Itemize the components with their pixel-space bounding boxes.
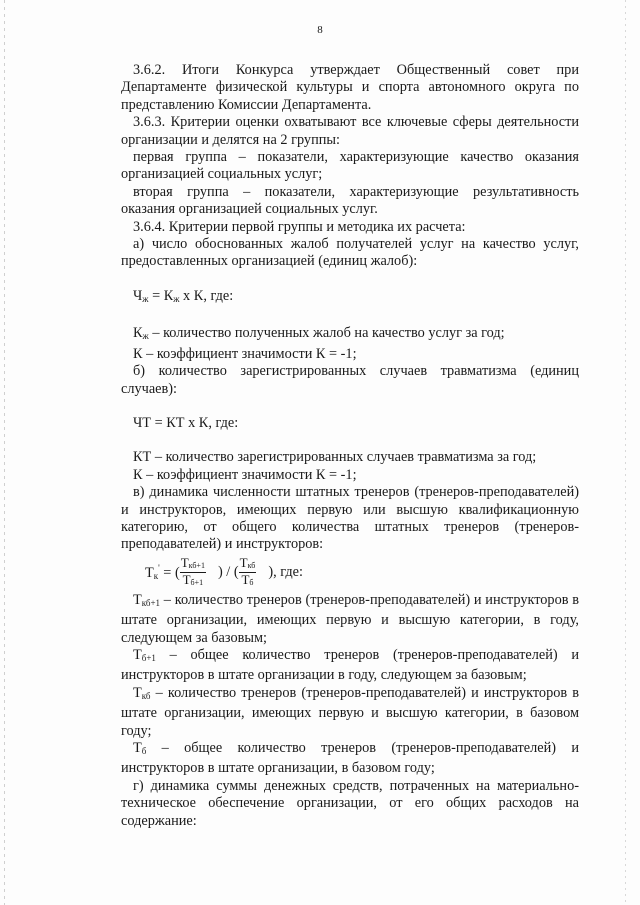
formula-complaints: $Ч_ж = К_ж$ х К, где: [133, 287, 234, 304]
formula-trainers-dynamics: $Т_к'$ = ( $\frac{Т_{кб+1}}{Т_{б+1}}$ ) / ( $\frac{Т_{кб}}{Т_б}$ ), где: [145, 554, 303, 587]
formula-injuries: ЧТ = КТ х К, где: [133, 414, 239, 431]
fraction-base-year: $\frac{Т_{кб}}{Т_б}$ [239, 554, 256, 587]
fraction-next-year: $\frac{Т_{кб+1}}{Т_{б+1}}$ [180, 554, 205, 587]
paragraph-criterion-b: б) количество зарегистрированных случаев травматизма (единиц случаев): [121, 363, 579, 397]
definition-significance-coef-1: К – коэффициент значимости К = -1; [133, 345, 357, 362]
paragraph-criterion-g: г) динамика суммы денежных средств, потраченных на материально-техническое обеспечение организации, от его общих расходов на содержание: [121, 777, 579, 829]
definition-injuries-count: КТ – количество зарегистрированных случаев травматизма за год; [133, 449, 537, 466]
definition-tb: $Т_б$ – общее количество тренеров (тренеров-преподавателей) и инструкторов в штате организации, в базовом году; [121, 740, 579, 777]
definition-tkb1: $Т_{кб+1}$ – количество тренеров (тренеров-преподавателей) и инструкторов в штате организации, имеющих первую и высшую категории, в году, следующем за базовым; [121, 591, 579, 646]
paragraph-3-6-2: 3.6.2. Итоги Конкурса утверждает Общественный совет при Департаменте физической культуры и спорта автономного округа по представлению Комиссии Департамента. [121, 62, 579, 113]
scan-edge-left [4, 0, 5, 905]
paragraph-criterion-v: в) динамика численности штатных тренеров (тренеров-преподавателей) и инструкторов, имеющих первую или высшую квалификационную категорию, от общего количества штатных тренеров (тренеров-преподавателей) и инструкторов: [121, 484, 579, 553]
paragraph-criterion-a: а) число обоснованных жалоб получателей услуг на качество услуг, предоставленных организацией (единиц жалоб): [121, 236, 579, 270]
paragraph-3-6-4: 3.6.4. Критерии первой группы и методика их расчета: [133, 218, 466, 235]
scan-edge-right [625, 0, 626, 905]
definition-complaints-count: $К_ж$ – количество полученных жалоб на качество услуг за год; [133, 325, 505, 342]
definition-significance-coef-2: К – коэффициент значимости К = -1; [133, 466, 357, 483]
page-number: 8 [317, 24, 323, 36]
definition-tkb: $Т_{кб}$ – количество тренеров (тренеров-преподавателей) и инструкторов в штате организации, имеющих первую и высшую категории, в базовом году; [121, 684, 579, 739]
document-body [121, 62, 579, 830]
definition-tb1: $Т_{б+1}$ – общее количество тренеров (тренеров-преподавателей) и инструкторов в штате организации в году, следующем за базовым; [121, 646, 579, 684]
paragraph-group-two: вторая группа – показатели, характеризующие результативность оказания организацией социальных услуг. [121, 183, 579, 218]
paragraph-group-one: первая группа – показатели, характеризующие качество оказания организацией социальных услуг; [121, 149, 579, 183]
paragraph-3-6-3: 3.6.3. Критерии оценки охватывают все ключевые сферы деятельности организации и делятся на 2 группы: [121, 114, 579, 148]
